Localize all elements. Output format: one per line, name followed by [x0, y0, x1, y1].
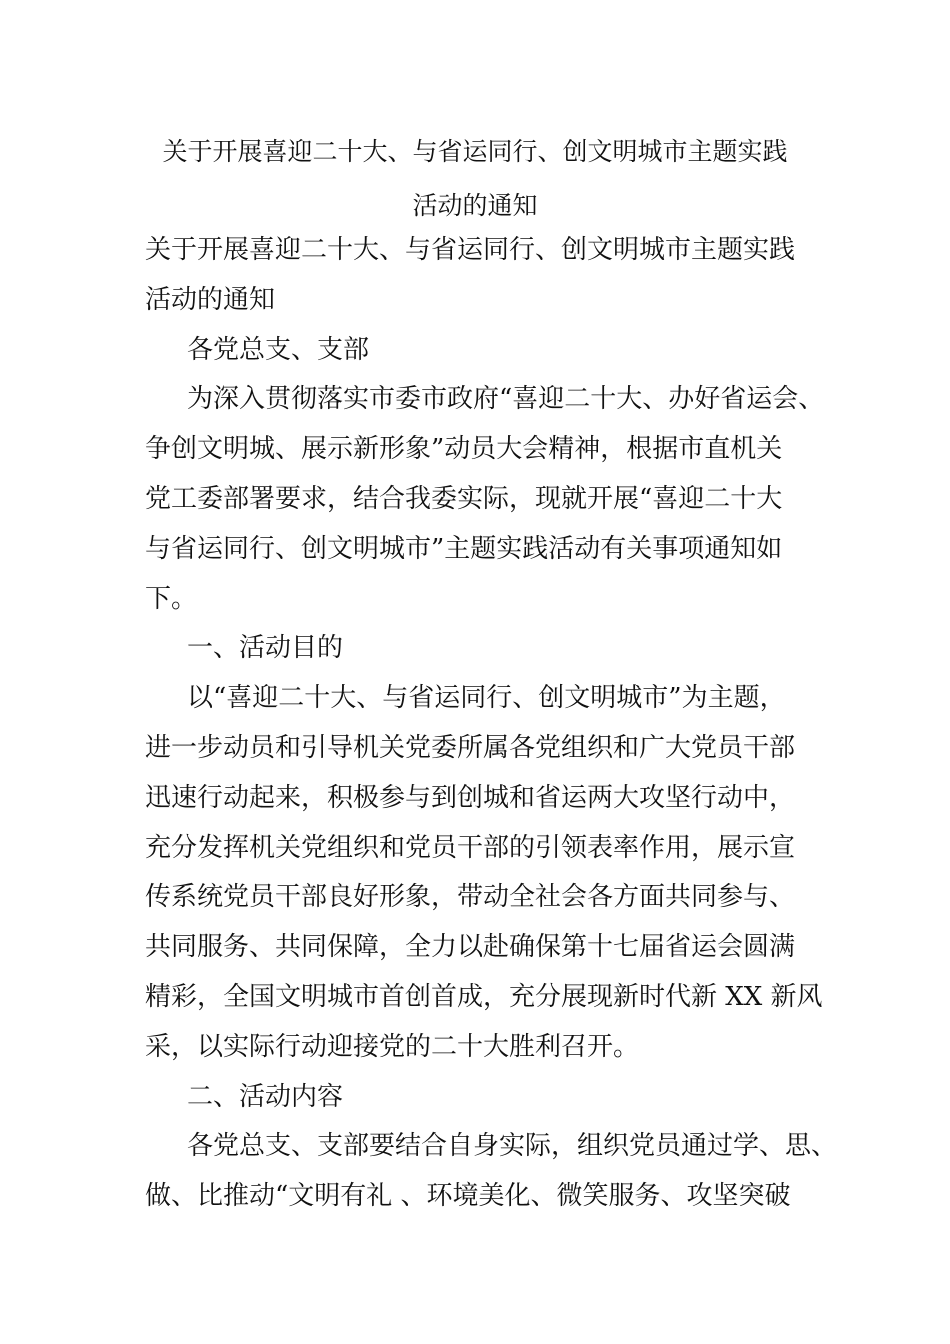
body-line: 传系统党员干部良好形象，带动全社会各方面共同参与、: [145, 882, 796, 913]
body-line: 各党总支、支部要结合自身实际，组织党员通过学、思、: [187, 1131, 838, 1162]
body-line: 争创文明城、展示新形象”动员大会精神，根据市直机关: [145, 434, 783, 465]
section-heading: 一、活动目的: [187, 633, 344, 664]
title-line-1: 关于开展喜迎二十大、与省运同行、创文明城市主题实践: [162, 137, 788, 166]
body-line: 共同服务、共同保障，全力以赴确保第十七届省运会圆满: [145, 932, 796, 963]
body-line: 迅速行动起来，积极参与到创城和省运两大攻坚行动中，: [145, 782, 796, 813]
body-line: 与省运同行、创文明城市”主题实践活动有关事项通知如: [145, 533, 783, 564]
body-line: 党工委部署要求，结合我委实际，现就开展“喜迎二十大: [145, 483, 783, 514]
salutation: 各党总支、支部: [187, 334, 370, 365]
body-line: 以“喜迎二十大、与省运同行、创文明城市”为主题，: [187, 683, 786, 714]
body-line: 活动的通知: [145, 284, 276, 315]
body-line: 充分发挥机关党组织和党员干部的引领表率作用，展示宣: [145, 832, 796, 863]
body-line: 下。: [145, 583, 198, 614]
body-line: 做、比推动“文明有礼 、环境美化、微笑服务、攻坚突破: [145, 1181, 791, 1212]
document-title: [100, 125, 850, 233]
body-line: 为深入贯彻落实市委市政府“喜迎二十大、办好省运会、: [187, 384, 825, 415]
body-line: 精彩，全国文明城市首创首成，充分展现新时代新 XX 新风: [145, 981, 823, 1012]
body-line: 关于开展喜迎二十大、与省运同行、创文明城市主题实践: [145, 235, 796, 265]
document-body: [145, 226, 838, 1222]
title-line-2: 活动的通知: [412, 191, 538, 220]
body-line: 进一步动员和引导机关党委所属各党组织和广大党员干部: [145, 732, 796, 763]
section-heading: 二、活动内容: [187, 1081, 344, 1112]
body-line: 采，以实际行动迎接党的二十大胜利召开。: [145, 1031, 640, 1062]
